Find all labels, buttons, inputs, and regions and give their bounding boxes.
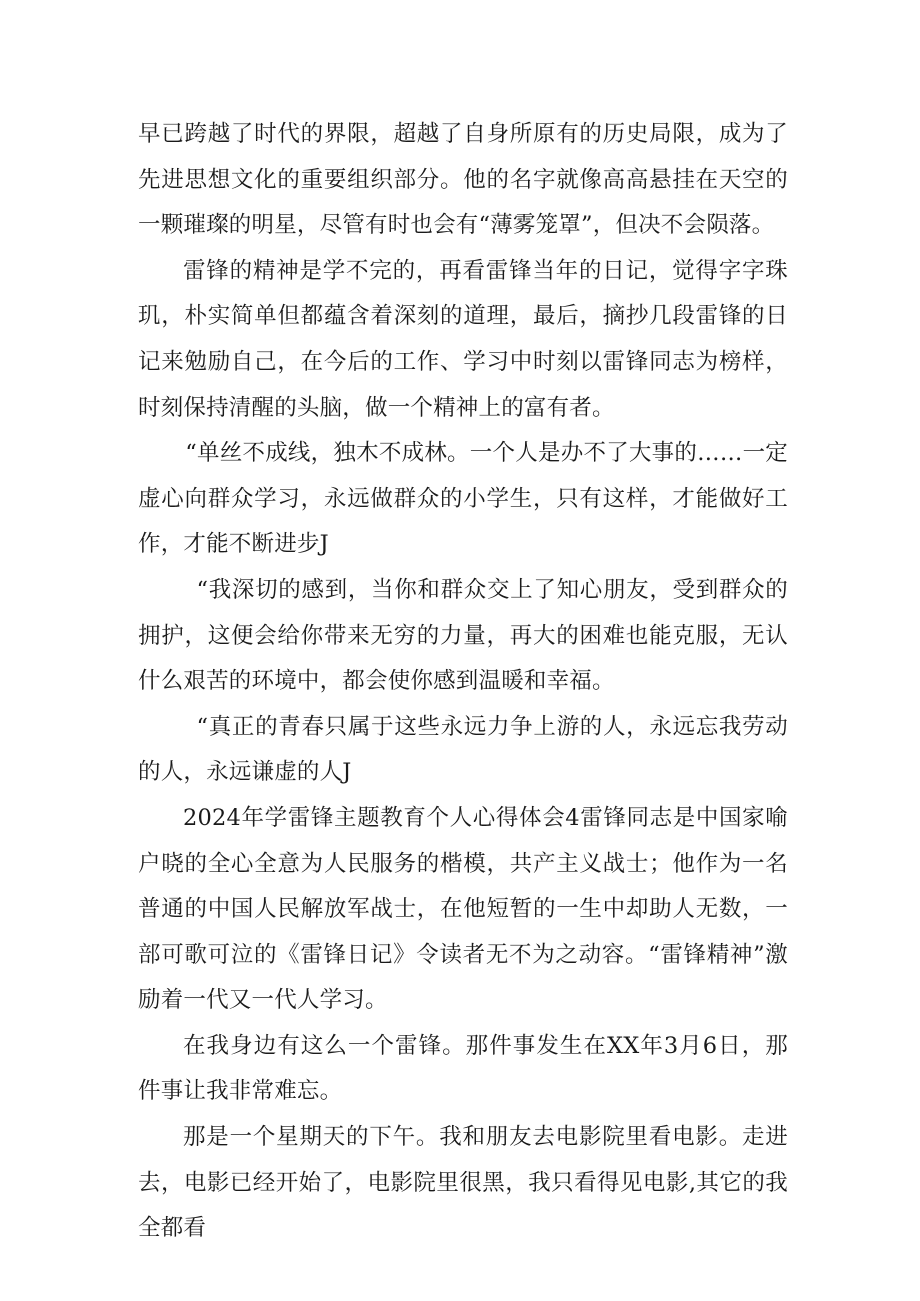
document-body [138, 112, 788, 1252]
paragraph-8: 那是一个星期天的下午。我和朋友去电影院里看电影。走进去，电影已经开始了，电影院里很黑，我只看得见电影,其它的我全都看 [138, 1124, 788, 1242]
paragraph-2: 雷锋的精神是学不完的，再看雷锋当年的日记，觉得字字珠玑，朴实简单但都蕴含着深刻的道理，最后，摘抄几段雷锋的日记来勉励自己，在今后的工作、学习中时刻以雷锋同志为榜样，时刻保持清醒的头脑，做一个精神上的富有者。 [138, 257, 788, 421]
paragraph-4-quote: “我深切的感到，当你和群众交上了知心朋友，受到群众的拥护，这便会给你带来无穷的力量，再大的困难也能克服，无认什么艰苦的环境中，都会使你感到温暖和幸福。 [138, 576, 788, 695]
paragraph-3-quote: “单丝不成线，独木不成林。一个人是办不了大事的……一定虚心向群众学习，永远做群众的小学生，只有这样，才能做好工作，才能不断进步J [138, 440, 788, 558]
paragraph-7: 在我身边有这么一个雷锋。那件事发生在XX年3月6日，那件事让我非常难忘。 [138, 1032, 788, 1105]
paragraph-5-quote: “真正的青春只属于这些永远力争上游的人，永远忘我劳动的人，永远谦虚的人J [138, 713, 788, 786]
paragraph-6: 2024年学雷锋主题教育个人心得体会4雷锋同志是中国家喻户晓的全心全意为人民服务的楷模，共产主义战士；他作为一名普通的中国人民解放军战士，在他短暂的一生中却助人无数，一部可歌可泣的《雷锋日记》令读者无不为之动容。“雷锋精神”激励着一代又一代人学习。 [138, 804, 788, 1014]
paragraph-1: 早已跨越了时代的界限，超越了自身所原有的历史局限，成为了先进思想文化的重要组织部分。他的名字就像高高悬挂在天空的一颗璀璨的明星，尽管有时也会有“薄雾笼罩”，但决不会陨落。 [138, 121, 788, 239]
